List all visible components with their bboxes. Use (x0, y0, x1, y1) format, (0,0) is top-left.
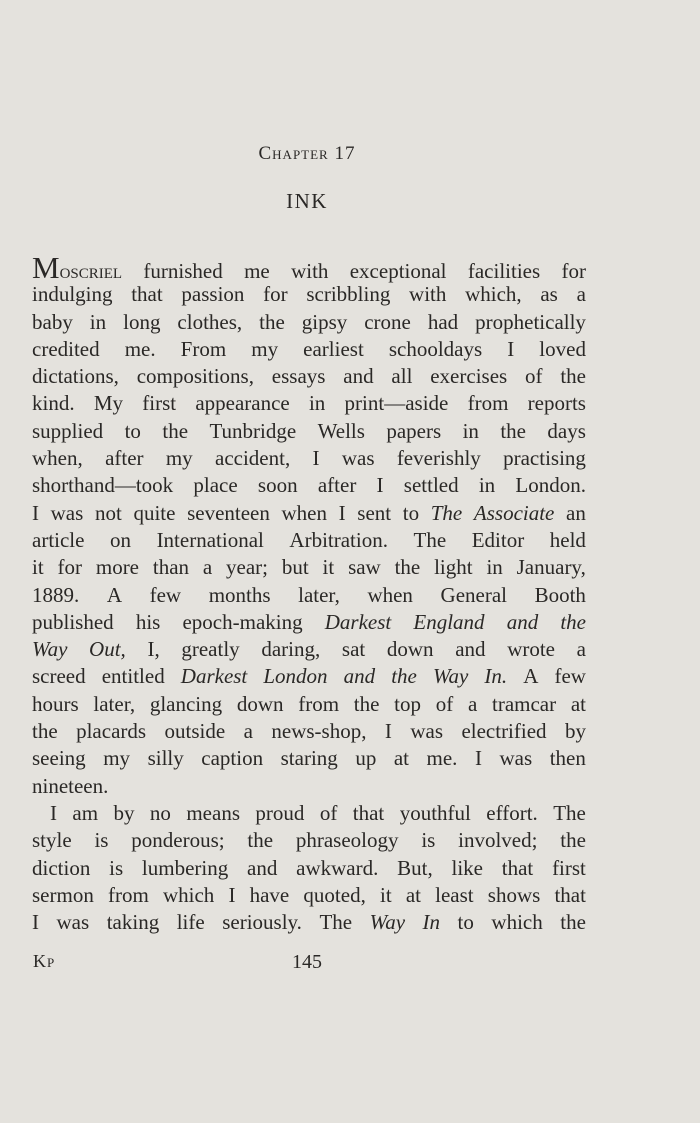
text-word: From (180, 336, 227, 361)
text-word: In. (484, 664, 508, 689)
text-word: Way (369, 910, 406, 935)
text-line (32, 418, 586, 445)
text-word: The (413, 527, 447, 552)
text-word: on (110, 527, 132, 552)
text-word: essays (271, 364, 326, 389)
text-word: when (367, 582, 413, 607)
text-word: it (32, 555, 44, 580)
text-line (32, 909, 586, 936)
text-word: I (32, 500, 39, 525)
text-word: involved; (458, 828, 538, 853)
text-word: is (94, 828, 109, 853)
text-word: A (106, 582, 123, 607)
text-word: I (50, 800, 57, 825)
text-word: have (249, 882, 290, 907)
text-word: compositions, (136, 364, 254, 389)
text-word: had (427, 309, 459, 334)
text-word: London. (515, 473, 586, 498)
text-word: of (435, 691, 454, 716)
text-word: as (540, 282, 558, 307)
text-line (32, 309, 586, 336)
text-word: nineteen. (32, 773, 109, 798)
text-word: electrified (461, 719, 547, 744)
text-word: the (394, 555, 421, 580)
text-word: In (422, 910, 441, 935)
text-word: Out, (89, 637, 126, 662)
text-word: quite (133, 500, 176, 525)
text-word: dictations, (32, 364, 119, 389)
text-word: I (384, 719, 392, 744)
text-word: ponderous; (131, 828, 225, 853)
text-word: Wells (317, 418, 365, 443)
text-word: gipsy (301, 309, 348, 334)
text-word: me (244, 259, 270, 283)
text-word: a (576, 282, 586, 307)
text-word: passion (181, 282, 245, 307)
text-word: and (506, 609, 539, 634)
text-word: an (566, 500, 586, 525)
text-word: few (554, 664, 586, 689)
text-word: first (552, 855, 586, 880)
text-word: is (109, 855, 124, 880)
text-line (32, 500, 586, 527)
text-word: to (124, 418, 141, 443)
text-word: hours (32, 691, 79, 716)
text-word: seriously. (222, 910, 302, 935)
text-word: quoted, (303, 882, 366, 907)
text-word: more (95, 555, 140, 580)
text-word: General (440, 582, 507, 607)
text-word: sermon (32, 882, 94, 907)
text-word: Way (32, 637, 68, 662)
text-word: shorthand—took (32, 473, 174, 498)
text-word: kind. (32, 391, 75, 416)
text-word: later, (298, 582, 340, 607)
text-word: I (312, 446, 320, 471)
text-word: seeing (32, 746, 86, 771)
text-word: The (430, 500, 463, 525)
text-word: lumbering (141, 855, 229, 880)
text-word: practising (503, 446, 586, 471)
signature-mark: Kp (33, 951, 56, 971)
text-word: later, (93, 691, 136, 716)
text-word: January, (516, 555, 586, 580)
page-number: 145 (292, 951, 322, 973)
text-line (32, 582, 586, 609)
text-word: but (281, 555, 309, 580)
text-word: sat (341, 637, 366, 662)
text-word: prophetically (475, 309, 586, 334)
text-word: top (394, 691, 422, 716)
text-line (32, 445, 586, 472)
chapter-label: Chapter 17 (258, 143, 356, 164)
text-word: which, (465, 282, 522, 307)
text-word: placards (76, 719, 147, 744)
text-word: my (165, 446, 193, 471)
text-word: means (186, 800, 240, 825)
text-word: in (486, 555, 503, 580)
text-word: facilities (467, 259, 541, 283)
text-word: from (107, 882, 149, 907)
text-word: after (317, 473, 357, 498)
text-word: his (135, 609, 161, 634)
text-word: in (89, 309, 107, 334)
text-word: and (343, 364, 374, 389)
text-word: long (123, 309, 161, 334)
text-word: I, (147, 637, 160, 662)
text-word: of (525, 364, 543, 389)
text-word: A (523, 664, 539, 689)
text-word: exceptional (349, 259, 447, 283)
text-word: indulging (32, 282, 113, 307)
text-word: life (176, 910, 205, 935)
text-word: like (451, 855, 483, 880)
text-word: shows (487, 882, 541, 907)
text-word: least (435, 882, 474, 907)
text-line (32, 363, 586, 390)
text-word: outside (164, 719, 226, 744)
text-word: when, (32, 446, 83, 471)
text-word: news-shop, (271, 719, 367, 744)
text-word: the (560, 609, 586, 634)
text-word: I (474, 746, 482, 771)
text-word: was (410, 719, 443, 744)
text-word: which (162, 882, 215, 907)
text-word: the (500, 418, 526, 443)
text-word: me. (124, 336, 156, 361)
text-word: when (281, 500, 328, 525)
text-word: a (576, 637, 586, 662)
text-word: staring (280, 746, 338, 771)
text-line (32, 554, 586, 581)
text-word: the (259, 309, 285, 334)
text-word: was (341, 446, 375, 471)
text-word: Way (432, 664, 469, 689)
text-word: a (467, 691, 478, 716)
text-line (32, 718, 586, 745)
text-word: seventeen (187, 500, 270, 525)
text-word: at (405, 882, 421, 907)
text-word: from (298, 691, 340, 716)
text-word: Darkest (324, 609, 392, 634)
text-word: it (322, 555, 335, 580)
text-word: I (376, 473, 384, 498)
text-word: soon (257, 473, 298, 498)
text-word: 1889. (32, 582, 80, 607)
text-line (32, 390, 586, 417)
text-word: days (547, 418, 586, 443)
text-line (32, 281, 586, 308)
text-word: supplied (32, 418, 104, 443)
text-word: Editor (471, 527, 525, 552)
text-word: style (32, 828, 72, 853)
text-word: is (421, 828, 436, 853)
text-word: caption (201, 746, 264, 771)
text-word: with (291, 259, 329, 283)
text-word: it (379, 882, 392, 907)
text-word: in (308, 391, 326, 416)
text-line (32, 636, 586, 663)
text-line (32, 773, 586, 800)
text-word: Tunbridge (209, 418, 297, 443)
text-word: Darkest (180, 664, 248, 689)
text-word: down (236, 691, 284, 716)
text-word: and (455, 637, 486, 662)
text-word: daring, (261, 637, 321, 662)
text-word: for (561, 259, 586, 283)
text-word: a (202, 555, 213, 580)
text-word: by (113, 800, 135, 825)
text-word: Associate (473, 500, 555, 525)
text-word: entitled (101, 664, 165, 689)
text-word: that (352, 800, 385, 825)
text-word: greatly (181, 637, 240, 662)
text-word: silly (147, 746, 184, 771)
text-word: credited (32, 336, 100, 361)
text-word: sent (357, 500, 392, 525)
text-word: diction (32, 855, 91, 880)
text-line (32, 855, 586, 882)
text-word: glancing (149, 691, 223, 716)
text-word: which (491, 910, 543, 935)
text-word: scribbling (306, 282, 391, 307)
text-word: for (57, 555, 83, 580)
text-word: the (353, 691, 380, 716)
text-word: settled (403, 473, 459, 498)
text-word: taking (106, 910, 160, 935)
text-line (32, 745, 586, 772)
text-word: phraseology (295, 828, 399, 853)
text-word: to (402, 500, 420, 525)
text-word: of (319, 800, 338, 825)
body-text (32, 250, 586, 936)
text-word: screed (32, 664, 86, 689)
text-word: first (142, 391, 177, 416)
text-word: light (434, 555, 473, 580)
text-word: But, (397, 855, 433, 880)
text-word: that (131, 282, 163, 307)
text-word: I (507, 336, 515, 361)
text-word: the (162, 418, 189, 443)
text-word: year; (226, 555, 269, 580)
text-line (32, 882, 586, 909)
text-word: was (499, 746, 533, 771)
text-word: published (32, 609, 114, 634)
text-word: London (263, 664, 328, 689)
text-word: Arbitration. (289, 527, 388, 552)
text-word: in (478, 473, 496, 498)
text-word: wrote (507, 637, 556, 662)
text-word: print—aside (344, 391, 449, 416)
text-word: few (149, 582, 182, 607)
text-word: My (93, 391, 124, 416)
text-word: earliest (303, 336, 364, 361)
text-line (32, 472, 586, 499)
text-word: the (247, 828, 274, 853)
text-word: to (457, 910, 474, 935)
chapter-title: INK (286, 189, 328, 213)
text-word: proud (255, 800, 305, 825)
text-word: papers (386, 418, 442, 443)
text-word: awkward. (296, 855, 379, 880)
text-word: was (56, 910, 90, 935)
text-word: exercises (430, 364, 508, 389)
opening-word: Moscrıel (32, 250, 123, 285)
text-word: was (50, 500, 84, 525)
text-word: the (391, 664, 417, 689)
text-word: Booth (534, 582, 586, 607)
text-word: all (391, 364, 413, 389)
text-word: am (72, 800, 99, 825)
text-line (32, 800, 586, 827)
text-word: that (501, 855, 534, 880)
text-word: that (554, 882, 586, 907)
text-word: feverishly (396, 446, 481, 471)
text-word: in (462, 418, 479, 443)
text-word: the (560, 910, 586, 935)
text-word: place (193, 473, 238, 498)
text-word: after (105, 446, 144, 471)
text-word: clothes, (177, 309, 243, 334)
text-word: held (549, 527, 586, 552)
text-word: then (549, 746, 586, 771)
text-word: article (32, 527, 85, 552)
text-word: loved (539, 336, 586, 361)
text-line (32, 663, 586, 690)
text-word: I (338, 500, 346, 525)
text-word: up (355, 746, 377, 771)
text-word: with (409, 282, 447, 307)
text-word: tramcar (492, 691, 557, 716)
text-line (32, 691, 586, 718)
text-word: appearance (195, 391, 290, 416)
text-word: my (251, 336, 279, 361)
text-word: and (343, 664, 376, 689)
text-line (32, 250, 586, 285)
text-word: for (263, 282, 288, 307)
text-word: and (247, 855, 278, 880)
text-word: England (413, 609, 485, 634)
text-line (32, 336, 586, 363)
text-word: accident, (215, 446, 291, 471)
text-word: crone (364, 309, 411, 334)
text-word: months (208, 582, 271, 607)
text-word: reports (527, 391, 586, 416)
text-word: effort. (486, 800, 538, 825)
text-word: from (467, 391, 509, 416)
text-word: the (560, 364, 586, 389)
text-word: youthful (399, 800, 471, 825)
text-word: me. (426, 746, 458, 771)
text-word: down (386, 637, 434, 662)
text-line (32, 527, 586, 554)
text-word: The (553, 800, 586, 825)
text-word: saw (348, 555, 381, 580)
text-line (32, 827, 586, 854)
text-word: The (319, 910, 353, 935)
text-word: at (393, 746, 409, 771)
text-word: no (149, 800, 171, 825)
text-word: International (156, 527, 264, 552)
text-word: furnished (143, 259, 223, 283)
text-line (32, 609, 586, 636)
text-word: schooldays (388, 336, 483, 361)
text-word: baby (32, 309, 73, 334)
text-word: I (32, 910, 39, 935)
text-word: a (243, 719, 253, 744)
text-word: by (564, 719, 586, 744)
text-word: the (560, 828, 586, 853)
text-word: than (152, 555, 190, 580)
text-word: at (570, 691, 586, 716)
text-word: my (103, 746, 131, 771)
text-word: epoch-making (182, 609, 303, 634)
text-word: I (228, 882, 236, 907)
text-word: the (32, 719, 58, 744)
text-word: not (94, 500, 122, 525)
